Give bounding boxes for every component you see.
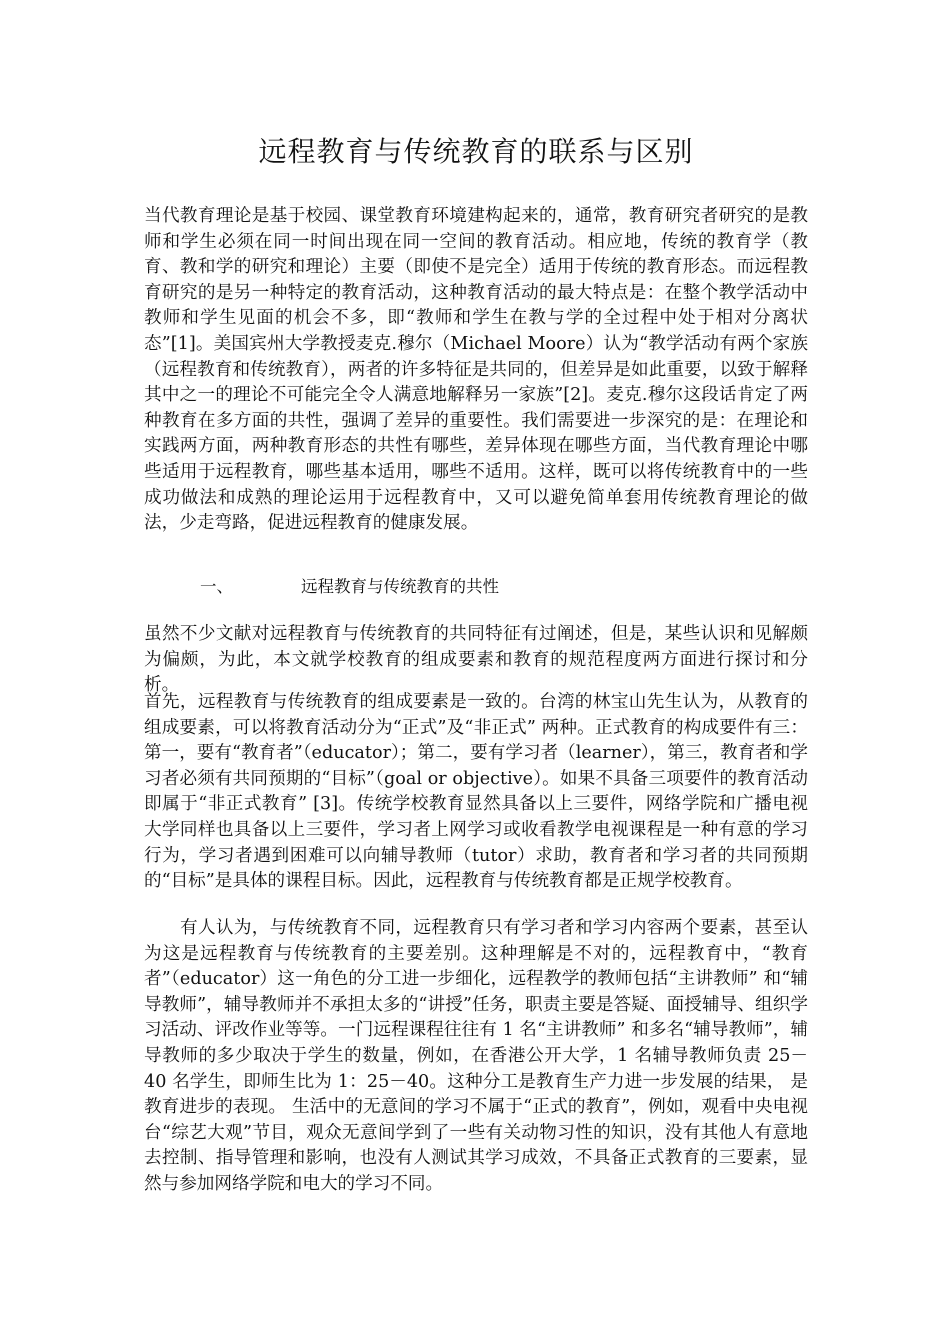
section-number: 一、 bbox=[200, 577, 233, 596]
paragraph-4: 有人认为，与传统教育不同，远程教育只有学习者和学习内容两个要素，甚至认为这是远程教育与传统教育的主要差别。这种理解是不对的，远程教育中，“教育者”（educator）这一角色的分工进一步细化，远程教学的教师包括“主讲教师” 和“辅导教师”，辅导教师并不承担太多的“讲授”任务，职责主要是答疑、面授辅导、组织学习活动、评改作业等等。一门远程课程往往有 1 名“主讲教师” 和多名“辅导教师”，辅导教师的多少取决于学生的数量，例如，在香港公开大学，1 名辅导教师负责 25－40 名学生，即师生比为 1：25－40。这种分工是教育生产力进一步发展的结果， 是教育进步的表现。 生活中的无意间的学习不属于“正式的教育”，例如，观看中央电视台“综艺大观”节目，观众无意间学到了一些有关动物习性的知识，没有其他人有意地去控制、指导管理和影响，也没有人测试其学习成效，不具备正式教育的三要素，显然与参加网络学院和电大的学习不同。 bbox=[144, 918, 808, 1194]
document-title: 远程教育与传统教育的联系与区别 bbox=[258, 135, 694, 168]
section-heading-text: 远程教育与传统教育的共性 bbox=[301, 577, 499, 596]
paragraph-2: 虽然不少文献对远程教育与传统教育的共同特征有过阐述，但是，某些认识和见解颇为偏颇，为此，本文就学校教育的组成要素和教育的规范程度两方面进行探讨和分析。 bbox=[144, 624, 808, 696]
intro-paragraph: 当代教育理论是基于校园、课堂教育环境建构起来的，通常，教育研究者研究的是教师和学生必须在同一时间出现在同一空间的教育活动。相应地，传统的教育学（教育、教和学的研究和理论）主要（即使不是完全）适用于传统的教育形态。而远程教育研究的是另一种特定的教育活动，这种教育活动的最大特点是：在整个教学活动中教师和学生见面的机会不多，即“教师和学生在教与学的全过程中处于相对分离状态”[1]。美国宾州大学教授麦克.穆尔（Michael Moore）认为“教学活动有两个家族（远程教育和传统教育），两者的许多特征是共同的，但差异是如此重要，以致于解释其中之一的理论不可能完全令人满意地解释另一家族”[2]。麦克.穆尔这段话肯定了两种教育在多方面的共性，强调了差异的重要性。我们需要进一步深究的是：在理论和实践两方面，两种教育形态的共性有哪些，差异体现在哪些方面，当代教育理论中哪些适用于远程教育，哪些基本适用，哪些不适用。这样，既可以将传统教育中的一些成功做法和成熟的理论运用于远程教育中，又可以避免简单套用传统教育理论的做法，少走弯路，促进远程教育的健康发展。 bbox=[144, 206, 808, 534]
paragraph-3: 首先，远程教育与传统教育的组成要素是一致的。台湾的林宝山先生认为，从教育的组成要素，可以将教育活动分为“正式”及“非正式” 两种。正式教育的构成要件有三：第一，要有“教育者”（educator）；第二，要有学习者（learner），第三，教育者和学习者必须有共同预期的“目标”（goal or objective）。如果不具备三项要件的教育活动即属于“非正式教育” [3]。传统学校教育显然具备以上三要件，网络学院和广播电视大学同样也具备以上三要件，学习者上网学习或收看教学电视课程是一种有意的学习行为，学习者遇到困难可以向辅导教师（tutor）求助，教育者和学习者的共同预期的“目标”是具体的课程目标。因此，远程教育与传统教育都是正规学校教育。 bbox=[144, 692, 808, 892]
section-heading bbox=[200, 574, 499, 600]
